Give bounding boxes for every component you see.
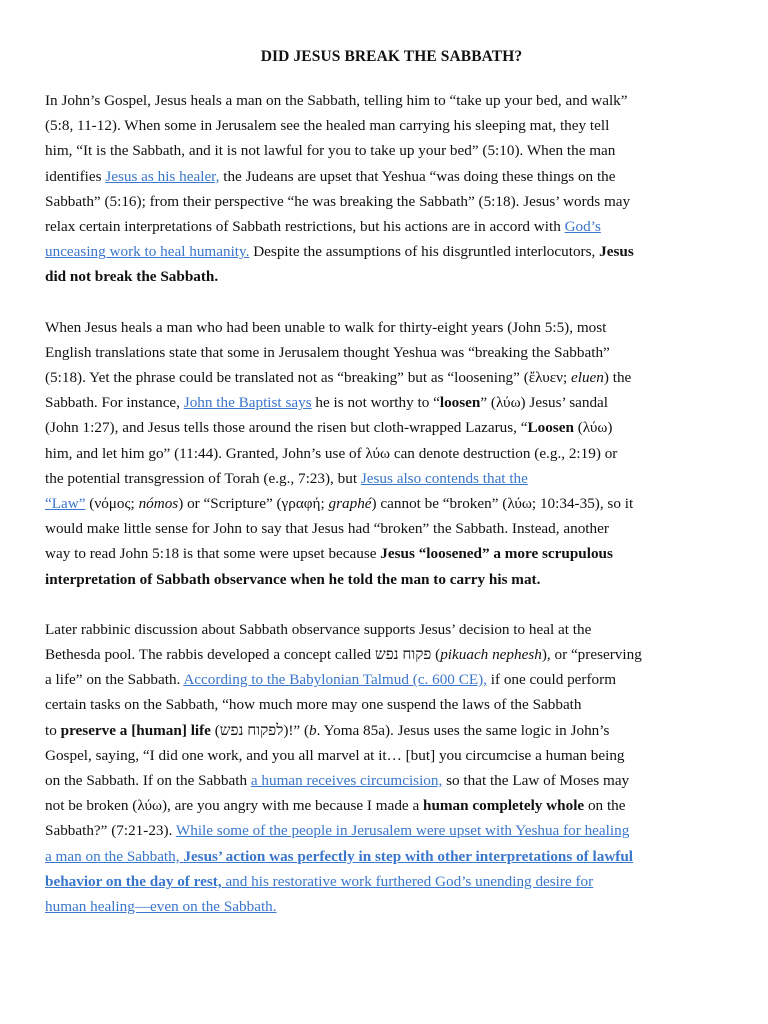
link-conclusion-part3[interactable]: and his restorative work furthered God’s unending desire for: [221, 872, 594, 890]
text-run: relax certain interpretations of Sabbath restrictions, but his actions are in accord with: [45, 218, 565, 236]
text-line: [45, 844, 738, 869]
text-line: [45, 491, 738, 516]
text-line: [45, 567, 738, 592]
text-line: [45, 869, 738, 894]
document-title: DID JESUS BREAK THE SABBATH?: [260, 48, 523, 65]
text-line: [45, 718, 738, 743]
text-run: . Yoma 85a). Jesus uses the same logic in John’s: [316, 721, 610, 739]
bold-text: preserve a [human] life: [60, 721, 211, 739]
text-line: [45, 541, 738, 566]
italic-text: nómos: [138, 495, 179, 513]
text-line: [45, 415, 738, 440]
link-gods-work-part2[interactable]: unceasing work to heal humanity.: [45, 243, 250, 261]
text-line: Gospel, saying, “I did one work, and you all marvel at it… [but] you circumcise a human being: [45, 746, 625, 764]
bold-link-text: behavior on the day of rest,: [45, 872, 222, 890]
bold-text: Jesus “loosened” a more scrupulous: [380, 545, 613, 563]
text-line: [45, 239, 738, 264]
text-run: ) the: [603, 369, 632, 387]
text-line: [45, 264, 738, 289]
text-run: on the Sabbath. If on the Sabbath: [45, 772, 251, 790]
link-conclusion-bold-part3[interactable]: [45, 873, 222, 890]
italic-text: eluen: [571, 369, 604, 387]
text-run: Bethesda pool. The rabbis developed a concept called פקוח נפש (: [45, 646, 441, 664]
text-line: Later rabbinic discussion about Sabbath observance supports Jesus’ decision to heal at the: [45, 620, 592, 638]
text-run: identifies: [45, 167, 106, 185]
text-run: if one could perform: [486, 671, 617, 689]
text-run: (5:18). Yet the phrase could be translated not as “breaking” but as “loosening” (ἔλυεν;: [45, 369, 571, 387]
bold-text: did not break the Sabbath.: [45, 268, 219, 286]
text-line: him, “It is the Sabbath, and it is not lawful for you to take up your bed” (5:10). When the man: [45, 142, 616, 160]
bold-link-text: Jesus’ action was perfectly in step with other interpretations of lawful: [183, 847, 634, 865]
link-human-receives-circumcision[interactable]: a human receives circumcision,: [250, 772, 443, 790]
text-run: Sabbath?” (7:21-23).: [45, 822, 176, 840]
text-run: (νόμος;: [85, 495, 139, 513]
text-line: [45, 466, 738, 491]
text-run: (לפקוח נפש)!” (: [210, 721, 310, 739]
text-line: would make little sense for John to say that Jesus had “broken” the Sabbath. Instead, another: [45, 520, 609, 538]
text-line: him, and let him go” (11:44). Granted, John’s use of λύω can denote destruction (e.g., 2:19) or: [45, 444, 618, 462]
text-run: the potential transgression of Torah (e.g., 7:23), but: [45, 469, 361, 487]
text-line: [45, 768, 738, 793]
link-conclusion-bold-part2[interactable]: [183, 848, 633, 865]
text-run: (λύω): [573, 419, 613, 437]
text-line: When Jesus heals a man who had been unable to walk for thirty-eight years (John 5:5), most: [45, 318, 607, 336]
text-line: [45, 214, 738, 239]
text-run: on the: [584, 797, 626, 815]
text-line: [45, 642, 738, 667]
text-run: the Judeans are upset that Yeshua “was doing these things on the: [219, 167, 616, 185]
text-line: [45, 894, 738, 919]
link-babylonian-talmud[interactable]: According to the Babylonian Talmud (c. 600 CE),: [183, 671, 487, 689]
text-line: English translations state that some in Jerusalem thought Yeshua was “breaking the Sabbath”: [45, 343, 610, 361]
text-line: [45, 365, 738, 390]
text-run: Sabbath. For instance,: [45, 394, 184, 412]
text-line: [45, 390, 738, 415]
paragraph-2: [45, 315, 738, 592]
link-gods-work-part1[interactable]: God’s: [564, 218, 601, 236]
paragraph-3: [45, 617, 738, 919]
text-run: ) cannot be “broken” (λύω; 10:34-35), so it: [371, 495, 634, 513]
text-run: way to read John 5:18 is that some were upset because: [45, 545, 381, 563]
text-run: ” (λύω) Jesus’ sandal: [480, 394, 609, 412]
bold-text: Jesus: [599, 243, 634, 261]
link-john-the-baptist[interactable]: John the Baptist says: [183, 394, 312, 412]
bold-text: Loosen: [527, 419, 574, 437]
text-run: to: [45, 721, 61, 739]
text-run: ), or “preserving: [541, 646, 642, 664]
text-line: Sabbath” (5:16); from their perspective “he was breaking the Sabbath” (5:18). Jesus’ words may: [45, 192, 631, 210]
link-jesus-contends-part1[interactable]: Jesus also contends that the: [360, 469, 528, 487]
text-run: Despite the assumptions of his disgruntled interlocutors,: [249, 243, 600, 261]
link-conclusion-part1[interactable]: While some of the people in Jerusalem were upset with Yeshua for healing: [175, 822, 630, 840]
italic-text: graphé: [328, 495, 372, 513]
text-run: (John 1:27), and Jesus tells those around the risen but cloth-wrapped Lazarus, “: [45, 419, 528, 437]
text-run: he is not worthy to “: [311, 394, 440, 412]
bold-text: human completely whole: [423, 797, 585, 815]
link-conclusion-part4[interactable]: human healing—even on the Sabbath.: [45, 898, 277, 916]
paragraph-1: [45, 88, 738, 290]
text-run: ) or “Scripture” (γραφή;: [178, 495, 329, 513]
text-line: (5:8, 11-12). When some in Jerusalem see the healed man carrying his sleeping mat, they tell: [45, 117, 610, 135]
text-run: not be broken (λύω), are you angry with me because I made a: [45, 797, 423, 815]
text-line: [45, 818, 738, 843]
italic-text: b: [309, 721, 317, 739]
link-jesus-contends-part2[interactable]: “Law”: [45, 495, 86, 513]
text-line: In John’s Gospel, Jesus heals a man on the Sabbath, telling him to “take up your bed, and walk”: [45, 92, 628, 109]
text-line: [45, 164, 738, 189]
link-conclusion-part2[interactable]: a man on the Sabbath,: [45, 847, 184, 865]
text-line: certain tasks on the Sabbath, “how much more may one suspend the laws of the Sabbath: [45, 696, 582, 714]
link-jesus-as-healer[interactable]: Jesus as his healer,: [105, 167, 220, 185]
text-run: so that the Law of Moses may: [442, 772, 630, 790]
bold-text: loosen: [439, 394, 481, 412]
bold-text: interpretation of Sabbath observance when he told the man to carry his mat.: [45, 570, 541, 588]
text-run: a life” on the Sabbath.: [45, 671, 184, 689]
italic-text: pikuach nephesh: [440, 646, 542, 664]
text-line: [45, 793, 738, 818]
text-line: [45, 667, 738, 692]
